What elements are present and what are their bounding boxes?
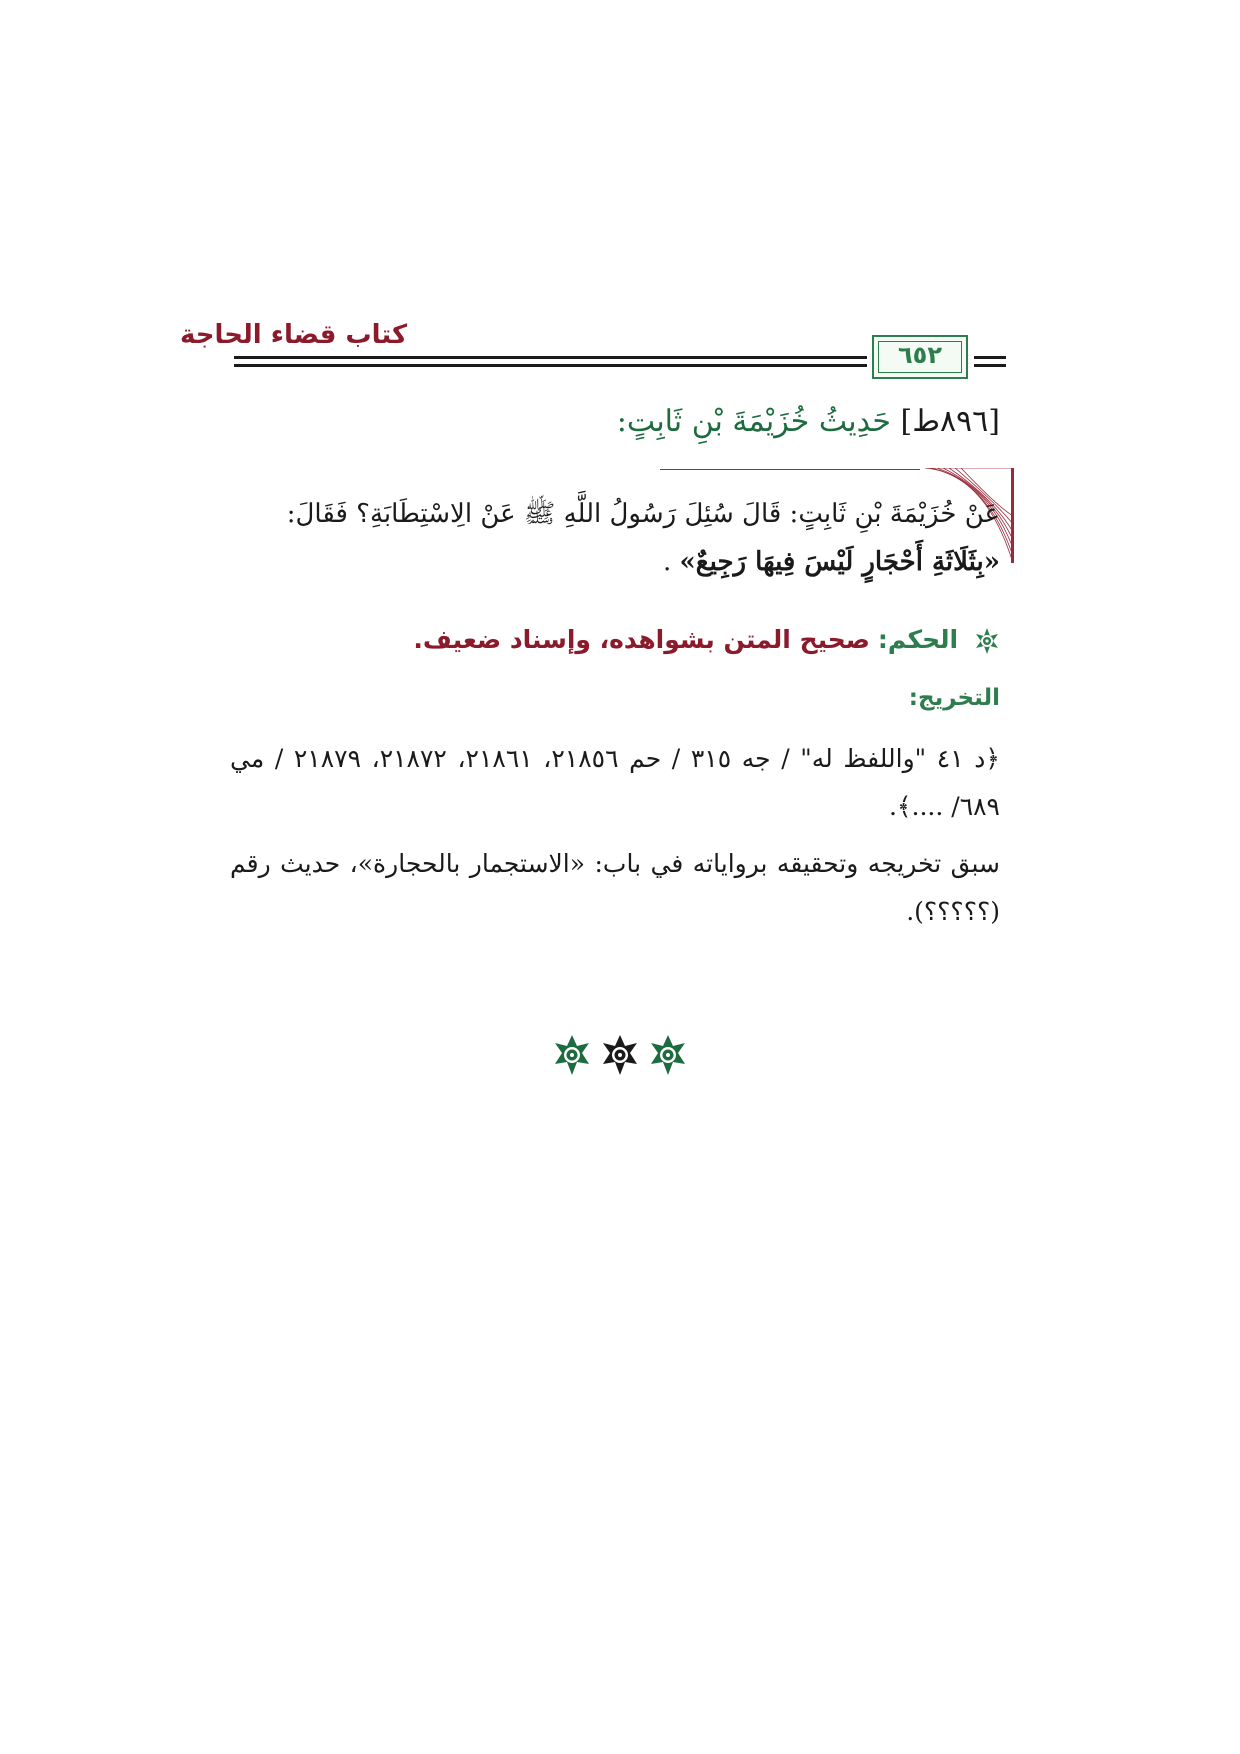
hadith-title: حَدِيثُ خُزَيْمَةَ بْنِ ثَابِتٍ: (616, 404, 891, 439)
header-rule-bottom (234, 364, 867, 367)
cross-reference-note: سبق تخريجه وتحقيقه برواياته في باب: «الاستجمار بالحجارة»، حديث رقم (؟؟؟؟؟). (230, 849, 1000, 926)
header-rule-right-top (974, 356, 1006, 359)
header-rule-right-bottom (974, 364, 1006, 367)
page-number: ٦٥٢ (898, 341, 942, 369)
ruling-value: صحيح المتن بشواهده، وإسناد ضعيف. (413, 625, 870, 654)
hadith-quote: «بِثَلَاثَةِ أَحْجَارٍ لَيْسَ فِيهَا رَجِيعٌ» (679, 547, 1000, 577)
hadith-end: . (663, 547, 672, 577)
flower-bullet-icon (974, 628, 1000, 654)
header-rule-top (234, 356, 867, 359)
takhrij-references: ﴿د ٤١ "واللفظ له" / جه ٣١٥ / حم ٢١٨٥٦، ٢١٨٦١، ٢١٨٧٢، ٢١٨٧٩ / مي ٦٨٩/ ....﴾. (230, 744, 1001, 821)
section-end-ornament-icon (550, 1032, 690, 1078)
decorative-rule (660, 469, 920, 470)
takhrij-heading: التخريج: (908, 685, 1000, 711)
ruling-line (220, 620, 1000, 660)
hadith-body: عَنْ خُزَيْمَةَ بْنِ ثَابِتٍ: قَالَ سُئِلَ رَسُولُ اللَّهِ ﷺ عَنْ الِاسْتِطَابَةِ؟ فَقَالَ: (286, 499, 1000, 529)
page-number-badge (872, 335, 968, 379)
hadith-number: [٨٩٦ط] (900, 404, 1000, 439)
ruling-label: الحكم: (877, 625, 959, 654)
running-head-book-title: كتاب قضاء الحاجة (180, 320, 408, 350)
hadith-text (220, 490, 1000, 586)
hadith-heading (200, 400, 1000, 444)
